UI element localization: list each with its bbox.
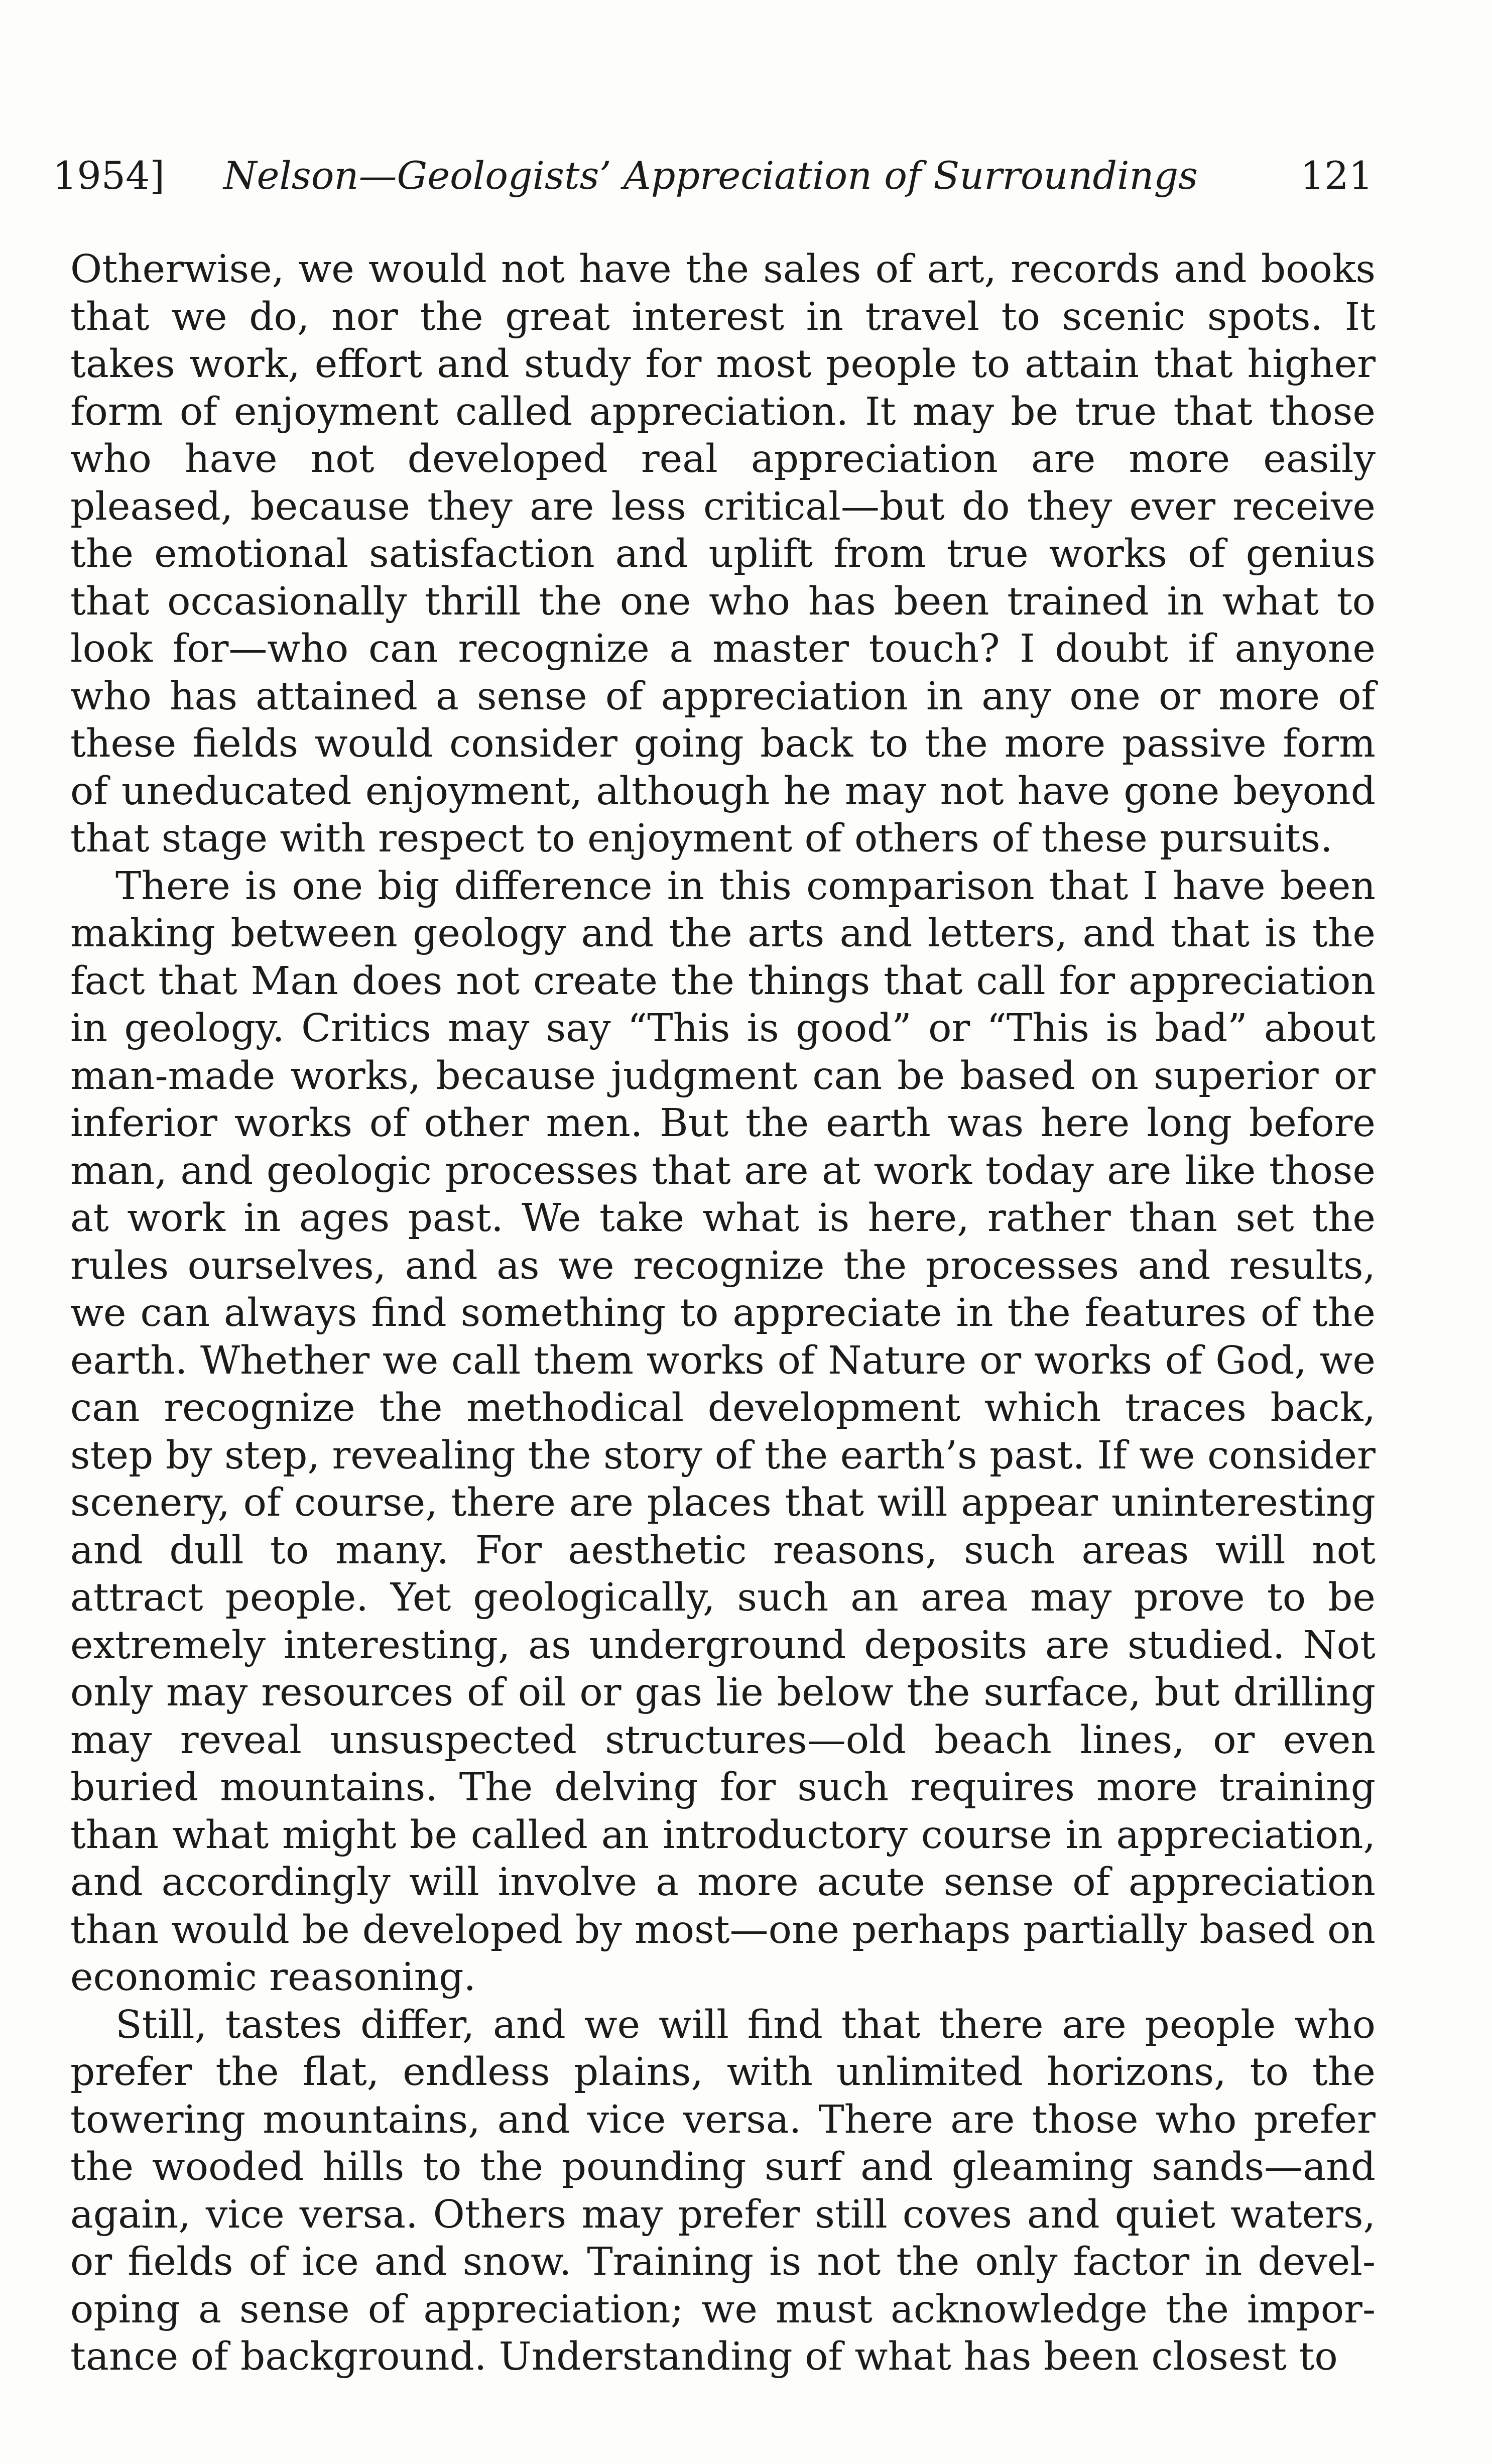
page-number: 121 <box>1300 153 1373 198</box>
paragraph-tastes: Still, tastes differ, and we will find that there are people who prefer the flat, endless plains, with unlimited horizons, to the towering mountains, and vice versa. There are those who prefer the wooded hills to the pounding surf and gleaming sands—and again, vice versa. Others may prefer still coves and quiet waters, or fields of ice and snow. Training is not the only factor in developing a sense of appreciation; we must acknowledge the importance of background. Understanding of what has been closest to <box>70 2002 1376 2379</box>
paragraph-continued: Otherwise, we would not have the sales of art, records and books that we do, nor the great interest in travel to scenic spots. It takes work, effort and study for most people to attain that higher form of enjoyment called appreciation. It may be true that those who have not developed real appreciation are more easily pleased, because they are less critical—but do they ever receive the emotional satisfaction and uplift from true works of genius that occasionally thrill the one who has been trained in what to look for—who can recognize a master touch? I doubt if anyone who has attained a sense of appreciation in any one or more of these fields would consider going back to the more passive form of uneducated enjoyment, although he may not have gone beyond that stage with respect to enjoyment of others of these pursuits. <box>70 247 1376 861</box>
article-body <box>70 246 1376 2381</box>
header-year: 1954] <box>53 153 165 198</box>
paragraph-difference: There is one big difference in this comparison that I have been making between geology and the arts and letters, and that is the fact that Man does not create the things that call for appreciation in geology. Critics may say “This is good” or “This is bad” about man-made works, because judgment can be based on superior or inferior works of other men. But the earth was here long before man, and geologic processes that are at work today are like those at work in ages past. We take what is here, rather than set the rules ourselves, and as we recognize the processes and results, we can always find something to appreciate in the features of the earth. Whether we call them works of Nature or works of God, we can recognize the methodical development which traces back, step by step, revealing the story of the earth’s past. If we consider scenery, of course, there are places that will appear uninteresting and dull to many. For aesthetic reasons, such areas will not attract people. Yet geologically, such an area may prove to be extremely interesting, as underground deposits are studied. Not only may resources of oil or gas lie below the surface, but drilling may reveal unsuspected structures—old beach lines, or even buried mountains. The delving for such requires more training than what might be called an introductory course in appreciation, and accordingly will involve a more acute sense of appreciation than would be developed by most—one perhaps partially based on economic reasoning. <box>70 864 1376 2000</box>
header-article-title: Nelson—Geologists’ Appreciation of Surroundings <box>223 153 1198 198</box>
running-head <box>53 146 1373 206</box>
